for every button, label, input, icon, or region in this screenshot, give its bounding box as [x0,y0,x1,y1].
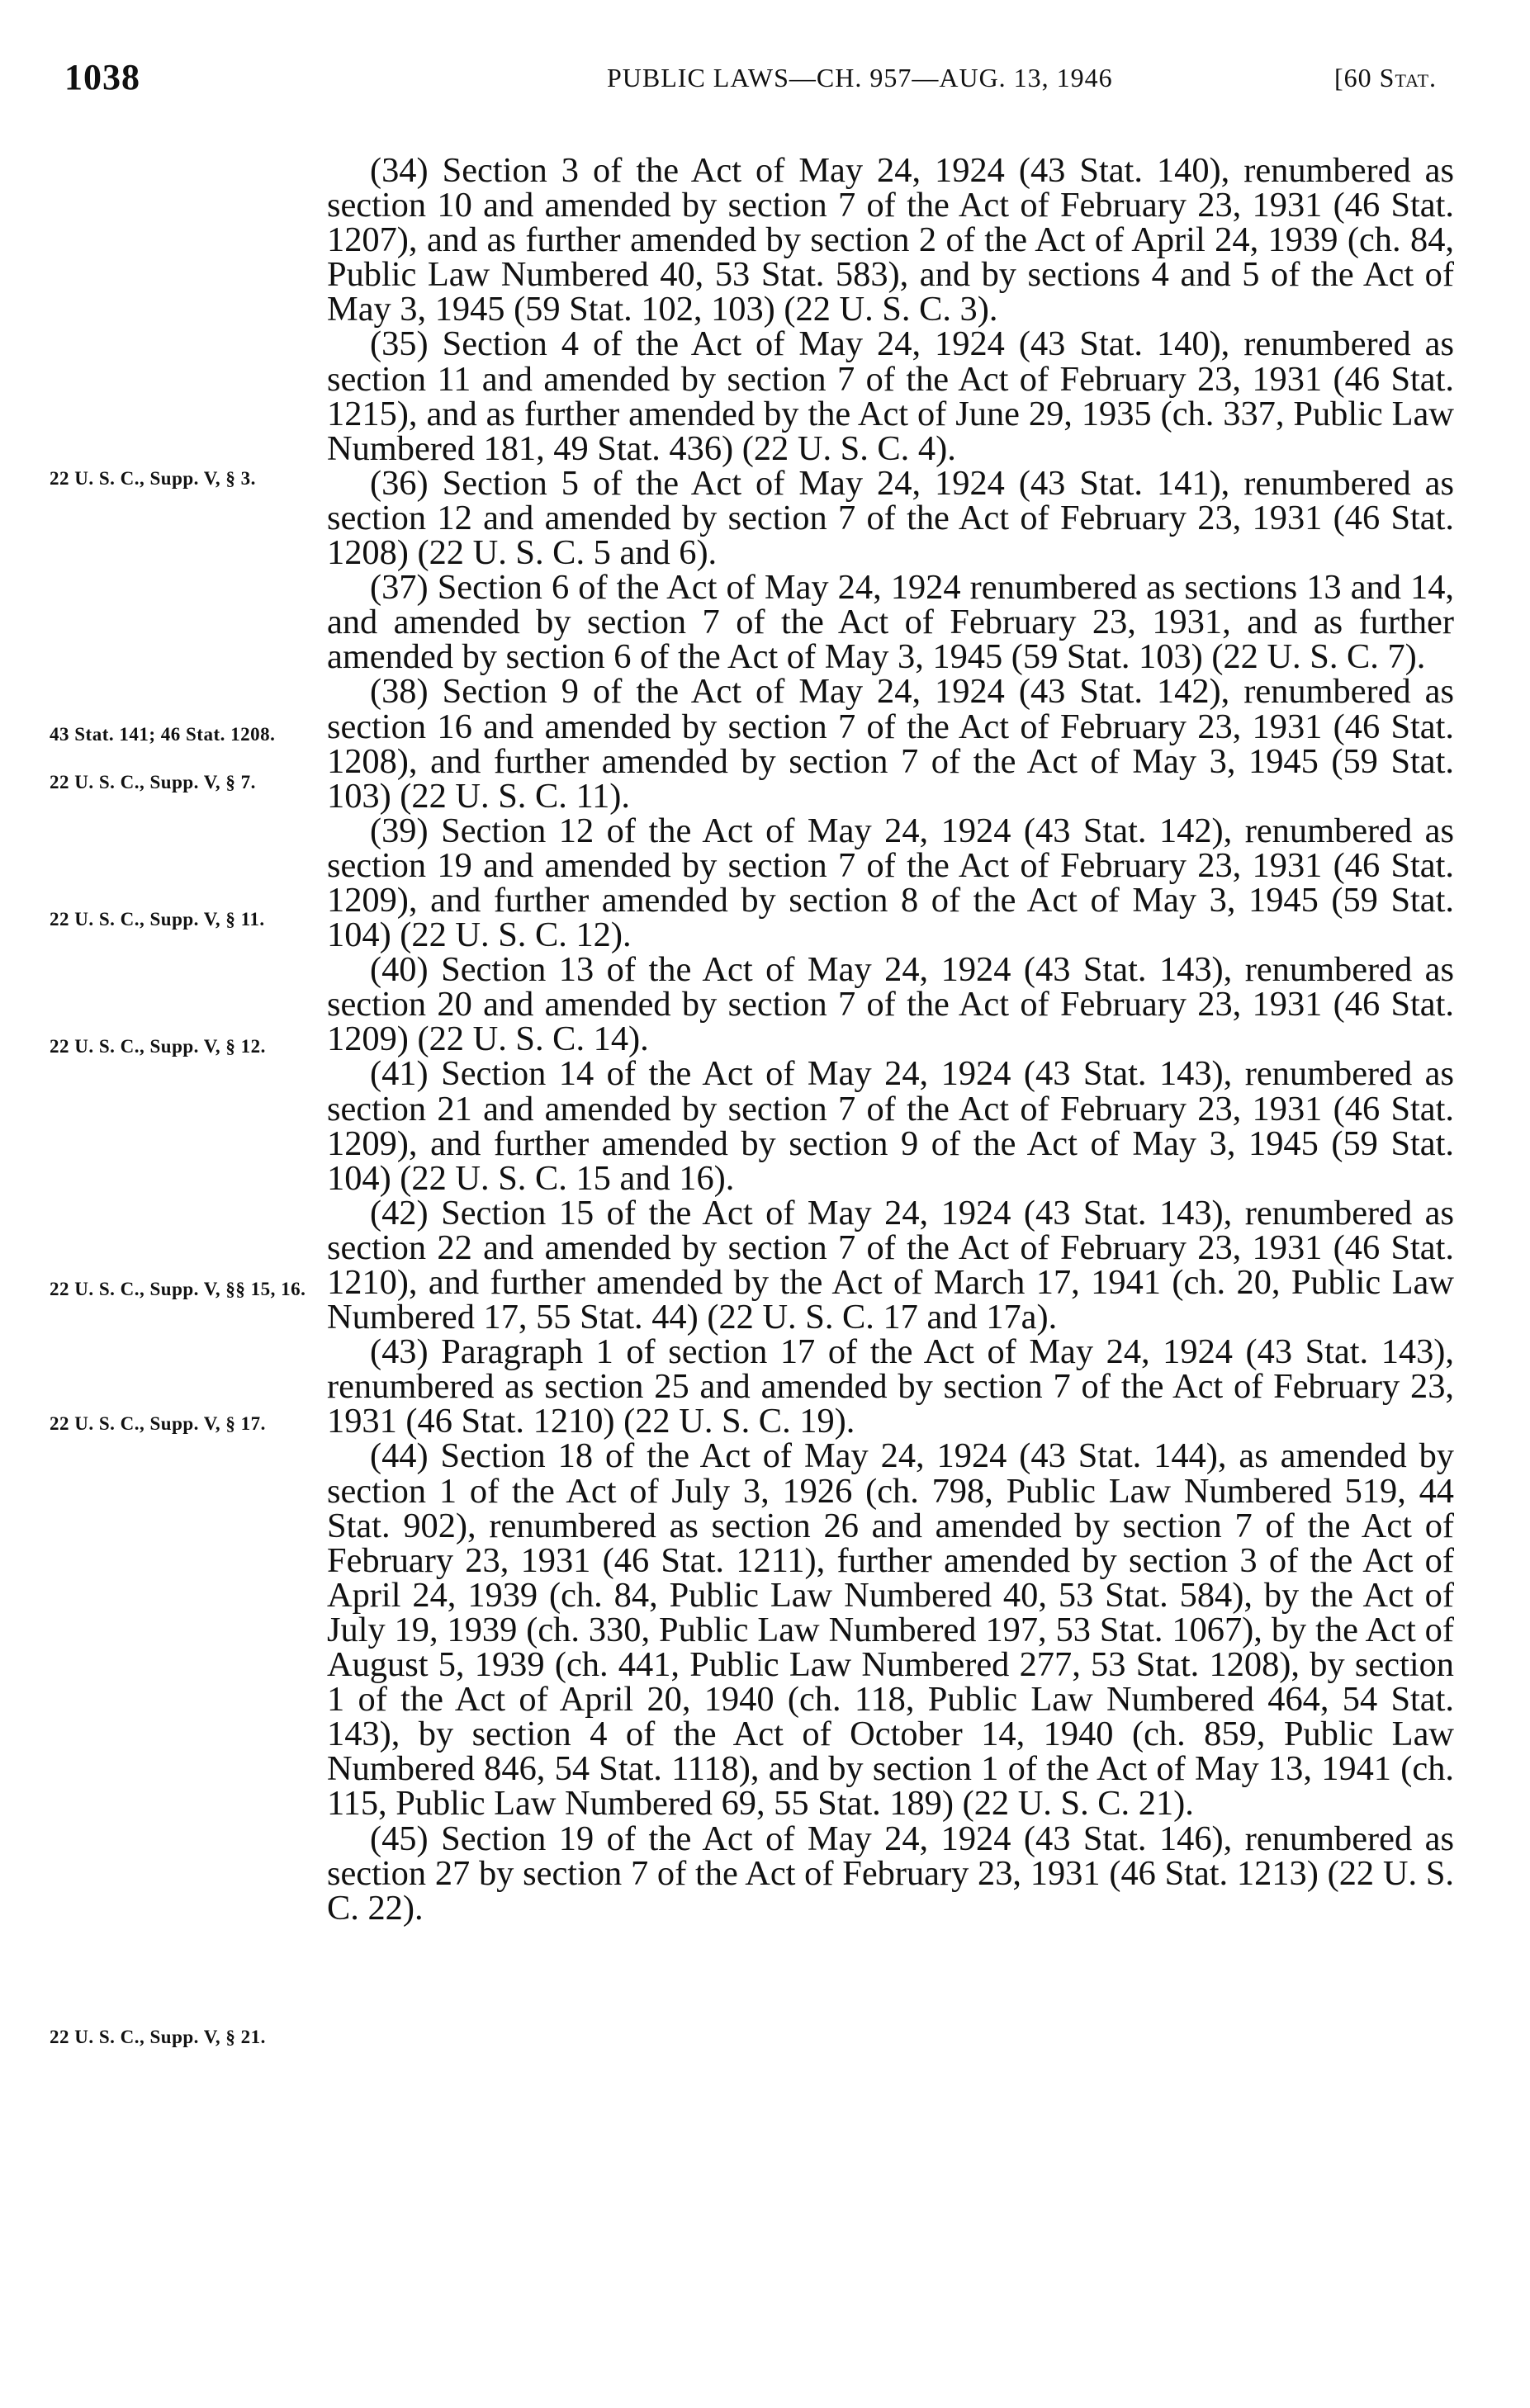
page-number: 1038 [64,57,140,97]
margin-note: 22 U. S. C., Supp. V, §§ 15, 16. [50,1279,306,1299]
paragraph-38: (38) Section 9 of the Act of May 24, 1924 (43 Stat. 142), renumbered as section 16 and amended by section 7 of the Act of February 23, 1931 (46 Stat. 1208), and further amended by section 7 of the Act of May 3, 1945 (59 Stat. 103) (22 U. S. C. 11). [327,672,1454,816]
margin-note: 22 U. S. C., Supp. V, § 11. [50,909,265,930]
paragraph-43: (43) Paragraph 1 of section 17 of the Act of May 24, 1924 (43 Stat. 143), renumbered as section 25 and amended by section 7 of the Act of February 23, 1931 (46 Stat. 1210) (22 U. S. C. 19). [327,1332,1454,1441]
paragraph-37: (37) Section 6 of the Act of May 24, 1924 renumbered as sections 13 and 14, and amended by section 7 of the Act of February 23, 1931, and as further amended by section 6 of the Act of May 3, 1945 (59 Stat. 103) (22 U. S. C. 7). [327,568,1454,677]
running-head: PUBLIC LAWS—CH. 957—AUG. 13, 1946 [607,63,1113,92]
paragraph-40: (40) Section 13 of the Act of May 24, 1924 (43 Stat. 143), renumbered as section 20 and amended by section 7 of the Act of February 23, 1931 (46 Stat. 1209) (22 U. S. C. 14). [327,950,1454,1059]
margin-note: 43 Stat. 141; 46 Stat. 1208. [50,724,276,745]
margin-note: 22 U. S. C., Supp. V, § 3. [50,468,256,489]
margin-note: 22 U. S. C., Supp. V, § 12. [50,1036,266,1057]
paragraph-36: (36) Section 5 of the Act of May 24, 1924 (43 Stat. 141), renumbered as section 12 and amended by section 7 of the Act of February 23, 1931 (46 Stat. 1208) (22 U. S. C. 5 and 6). [327,463,1454,573]
margin-note: 22 U. S. C., Supp. V, § 17. [50,1413,266,1434]
margin-note: 22 U. S. C., Supp. V, § 21. [50,2027,266,2047]
volume-ref-prefix: [60 [1334,63,1380,92]
paragraph-34: (34) Section 3 of the Act of May 24, 1924 (43 Stat. 140), renumbered as section 10 and amended by section 7 of the Act of February 23, 1931 (46 Stat. 1207), and as further amended by section 2 of the Act of April 24, 1939 (ch. 84, Public Law Numbered 40, 53 Stat. 583), and by sections 4 and 5 of the Act of May 3, 1945 (59 Stat. 102, 103) (22 U. S. C. 3). [327,151,1454,329]
paragraph-42: (42) Section 15 of the Act of May 24, 1924 (43 Stat. 143), renumbered as section 22 and amended by section 7 of the Act of February 23, 1931 (46 Stat. 1210), and further amended by the Act of March 17, 1941 (ch. 20, Public Law Numbered 17, 55 Stat. 44) (22 U. S. C. 17 and 17a). [327,1193,1454,1337]
paragraph-41: (41) Section 14 of the Act of May 24, 1924 (43 Stat. 143), renumbered as section 21 and amended by section 7 of the Act of February 23, 1931 (46 Stat. 1209), and further amended by section 9 of the Act of May 3, 1945 (59 Stat. 104) (22 U. S. C. 15 and 16). [327,1054,1454,1198]
paragraph-39: (39) Section 12 of the Act of May 24, 1924 (43 Stat. 142), renumbered as section 19 and amended by section 7 of the Act of February 23, 1931 (46 Stat. 1209), and further amended by section 8 of the Act of May 3, 1945 (59 Stat. 104) (22 U. S. C. 12). [327,811,1454,955]
margin-note: 22 U. S. C., Supp. V, § 7. [50,772,256,792]
volume-reference [1334,63,1437,93]
body-text [327,151,1454,1928]
page-header [0,56,1530,106]
paragraph-44: (44) Section 18 of the Act of May 24, 1924 (43 Stat. 144), as amended by section 1 of the Act of July 3, 1926 (ch. 798, Public Law Numbered 519, 44 Stat. 902), renumbered as section 26 and amended by section 7 of the Act of February 23, 1931 (46 Stat. 1211), further amended by section 3 of the Act of April 24, 1939 (ch. 84, Public Law Numbered 40, 53 Stat. 584), by the Act of July 19, 1939 (ch. 330, Public Law Numbered 197, 53 Stat. 1067), by the Act of August 5, 1939 (ch. 441, Public Law Numbered 277, 53 Stat. 1208), by section 1 of the Act of April 20, 1940 (ch. 118, Public Law Numbered 464, 54 Stat. 143), by section 4 of the Act of October 14, 1940 (ch. 859, Public Law Numbered 846, 54 Stat. 1118), and by section 1 of the Act of May 13, 1941 (ch. 115, Public Law Numbered 69, 55 Stat. 189) (22 U. S. C. 21). [327,1436,1454,1824]
paragraph-45: (45) Section 19 of the Act of May 24, 1924 (43 Stat. 146), renumbered as section 27 by section 7 of the Act of February 23, 1931 (46 Stat. 1213) (22 U. S. C. 22). [327,1819,1454,1928]
paragraph-35: (35) Section 4 of the Act of May 24, 1924 (43 Stat. 140), renumbered as section 11 and amended by section 7 of the Act of February 23, 1931 (46 Stat. 1215), and as further amended by the Act of June 29, 1935 (ch. 337, Public Law Numbered 181, 49 Stat. 436) (22 U. S. C. 4). [327,324,1454,468]
volume-ref-stat: Stat. [1379,63,1438,92]
